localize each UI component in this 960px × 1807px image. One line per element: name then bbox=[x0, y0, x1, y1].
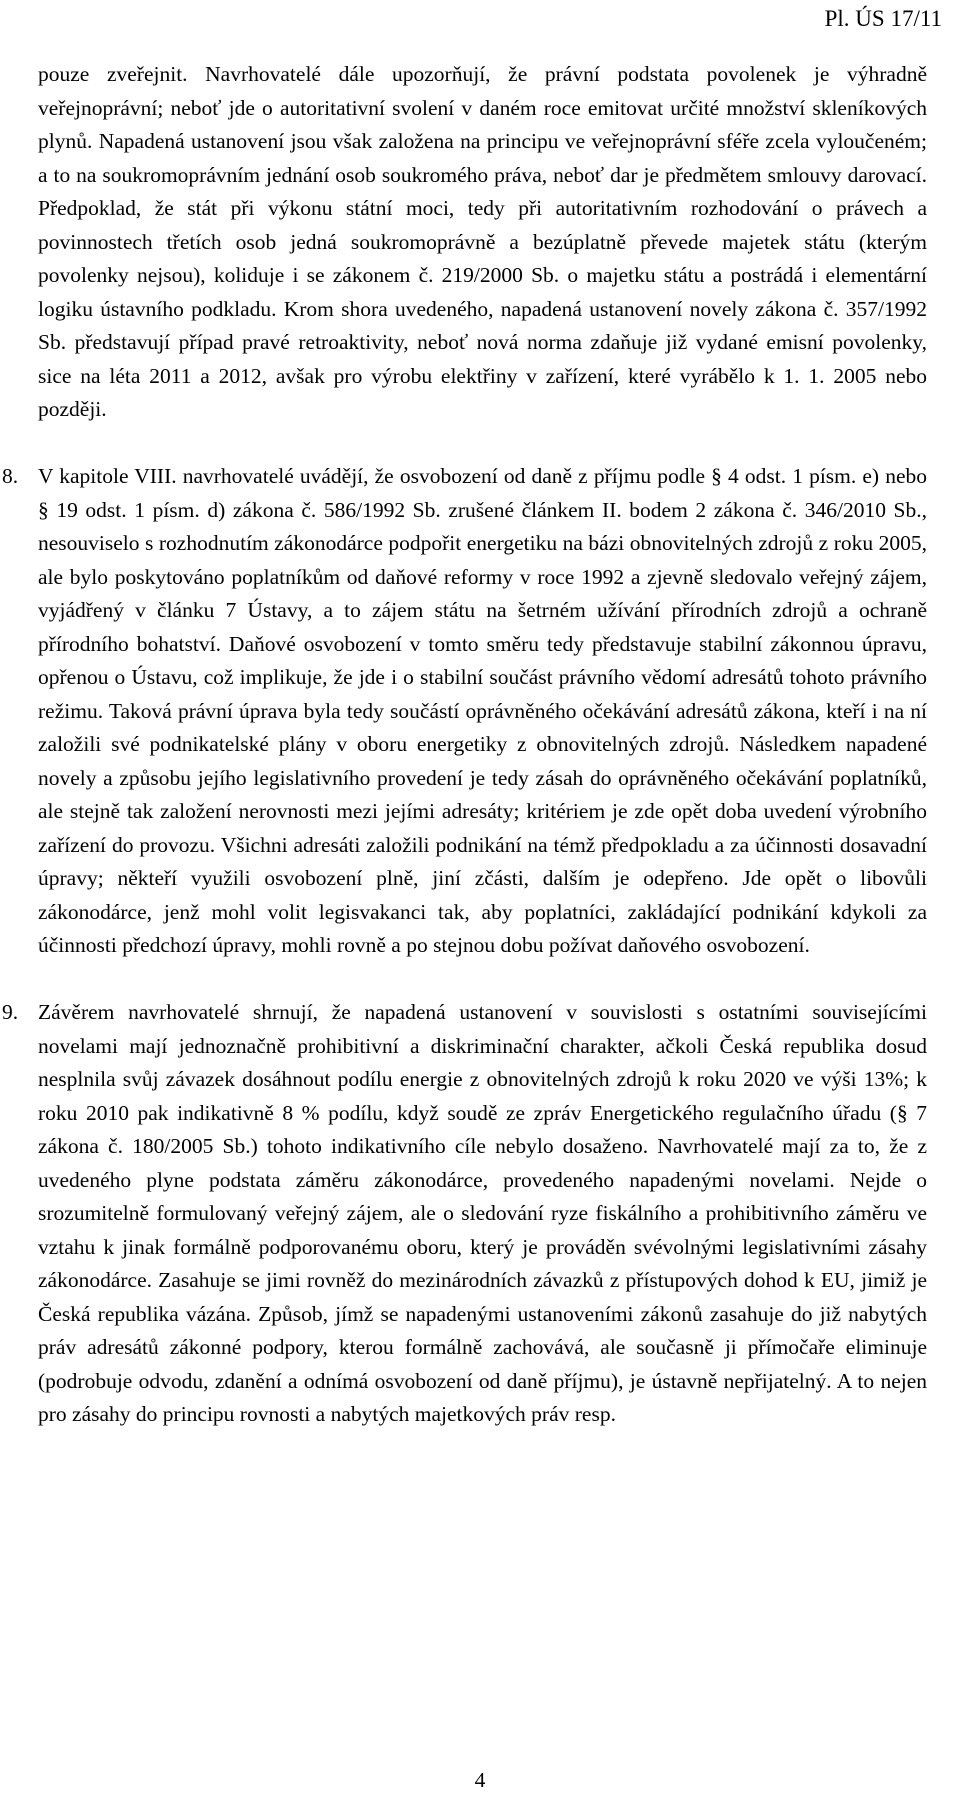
paragraph-spacer bbox=[38, 427, 927, 461]
numbered-item-9 bbox=[2, 996, 927, 1432]
item-number: 8. bbox=[2, 464, 19, 488]
paragraph-continued: pouze zveřejnit. Navrhovatelé dále upozorňují, že právní podstata povolenek je výhradně veřejnoprávní; neboť jde o autoritativní svolení v daném roce emitovat určité množství skleníkových plynů. Napadená ustanovení jsou však založena na principu ve veřejnoprávní sféře zcela vyloučeném; a to na soukromoprávním jednání osob soukromého práva, neboť dar je předmětem smlouvy darovací. Předpoklad, že stát při výkonu státní moci, tedy při autoritativním rozhodování o právech a povinnostech třetích osob jedná soukromoprávně a bezúplatně převede majetek státu (kterým povolenky nejsou), koliduje i se zákonem č. 219/2000 Sb. o majetku státu a postrádá i elementární logiku ústavního podkladu. Krom shora uvedeného, napadená ustanovení novely zákona č. 357/1992 Sb. představují případ pravé retroaktivity, neboť nová norma zdaňuje již vydané emisní povolenky, sice na léta 2011 a 2012, avšak pro výrobu elektřiny v zařízení, které vyrábělo k 1. 1. 2005 nebo později. bbox=[38, 62, 927, 421]
numbered-item-8 bbox=[2, 460, 927, 963]
item-text: V kapitole VIII. navrhovatelé uvádějí, že osvobození od daně z příjmu podle § 4 odst. 1 písm. e) nebo § 19 odst. 1 písm. d) zákona č. 586/1992 Sb. zrušené článkem II. bodem 2 zákona č. 346/2010 Sb., nesouviselo s rozhodnutím zákonodárce podpořit energetiku na bázi obnovitelných zdrojů z roku 2005, ale bylo poskytováno poplatníkům od daňové reformy v roce 1992 a zjevně sledovalo veřejný zájem, vyjádřený v článku 7 Ústavy, a to zájem státu na šetrném užívání přírodních zdrojů a ochraně přírodního bohatství. Daňové osvobození v tomto směru tedy představuje stabilní zákonnou úpravu, opřenou o Ústavu, což implikuje, že jde i o stabilní součást právního vědomí adresátů tohoto právního režimu. Taková právní úprava byla tedy součástí oprávněného očekávání adresátů zákona, kteří i na ní založili své podnikatelské plány v oboru energetiky z obnovitelných zdrojů. Následkem napadené novely a způsobu jejího legislativního provedení je tedy zásah do oprávněného očekávání poplatníků, ale stejně tak založení nerovnosti mezi jejími adresáty; kritériem je zde opět doba uvedení výrobního zařízení do provozu. Všichni adresáti založili podnikání na témž předpokladu a za účinnosti dosavadní úpravy; někteří využili osvobození plně, jiní zčásti, dalším je odepřeno. Jde opět o libovůli zákonodárce, jenž mohl volit legisvakanci tak, aby poplatníci, zakládající podnikání kdykoli za účinnosti předchozí úpravy, mohli rovně a po stejnou dobu požívat daňového osvobození. bbox=[38, 464, 927, 957]
item-number: 9. bbox=[2, 1000, 19, 1024]
page-number: 4 bbox=[474, 1768, 486, 1792]
document-body bbox=[2, 58, 927, 1432]
paragraph-spacer bbox=[38, 963, 927, 997]
case-number-header: Pl. ÚS 17/11 bbox=[824, 6, 942, 31]
item-text: Závěrem navrhovatelé shrnují, že napadená ustanovení v souvislosti s ostatními souvisejícími novelami mají jednoznačně prohibitivní a diskriminační charakter, ačkoli Česká republika dosud nesplnila svůj závazek dosáhnout podílu energie z obnovitelných zdrojů k roku 2020 ve výši 13%; k roku 2010 pak indikativně 8 % podílu, když soudě ze zpráv Energetického regulačního úřadu (§ 7 zákona č. 180/2005 Sb.) tohoto indikativního cíle nebylo dosaženo. Navrhovatelé mají za to, že z uvedeného plyne podstata záměru zákonodárce, provedeného napadenými novelami. Nejde o srozumitelně formulovaný veřejný zájem, ale o sledování ryze fiskálního a prohibitivního záměru ve vztahu k jinak formálně podporovanému oboru, který je prováděn svévolnými legislativními zásahy zákonodárce. Zasahuje se jimi rovněž do mezinárodních závazků z přístupových dohod k EU, jimiž je Česká republika vázána. Způsob, jímž se napadenými ustanoveními zákonů zasahuje do již nabytých práv adresátů zákonné podpory, kterou formálně zachovává, ale současně ji přímočaře eliminuje (podrobuje odvodu, zdanění a odnímá osvobození od daně příjmu), je ústavně nepřijatelný. A to nejen pro zásahy do principu rovnosti a nabytých majetkových práv resp. bbox=[38, 1000, 927, 1426]
